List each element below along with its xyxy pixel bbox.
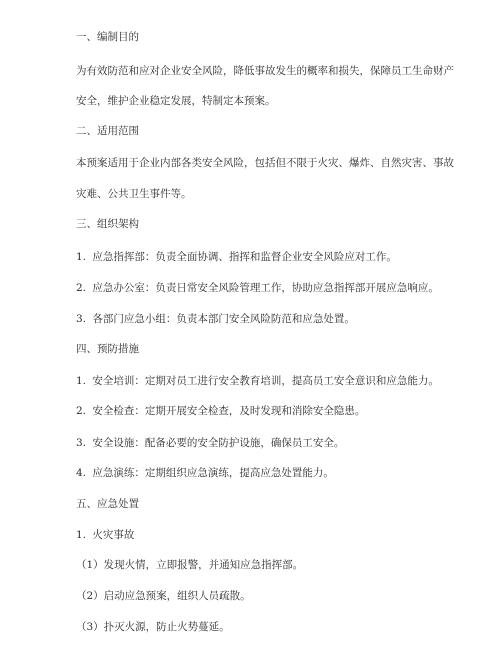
list-number: 1. (76, 251, 87, 263)
step-line: （3）扑灭火源，防止火势蔓延。 (76, 621, 230, 633)
paragraph-line: 安全，维护企业稳定发展，特制定本预案。 (76, 95, 276, 107)
step-line: （1）发现火情，立即报警，并通知应急指挥部。 (76, 559, 304, 571)
list-item (76, 281, 439, 295)
list-text: 应急指挥部：负责全面协调、指挥和监督企业安全风险应对工作。 (92, 251, 397, 263)
list-number: 2. (76, 282, 87, 294)
list-item (76, 312, 355, 326)
section-heading-response: 五、应急处置 (76, 498, 139, 510)
list-item (76, 404, 365, 418)
list-text: 应急演练：定期组织应急演练，提高应急处置能力。 (92, 467, 334, 479)
list-item (76, 436, 344, 450)
section-heading-prevention: 四、预防措施 (76, 343, 139, 355)
list-number: 2. (76, 405, 87, 417)
paragraph-line: 为有效防范和应对企业安全风险，降低事故发生的概率和损失，保障员工生命财产 (76, 65, 454, 77)
paragraph-line: 本预案适用于企业内部各类安全风险，包括但不限于火灾、爆炸、自然灾害、事故 (76, 157, 454, 169)
list-item (76, 466, 334, 480)
subsection-title: 火灾事故 (92, 529, 135, 541)
list-text: 安全检查：定期开展安全检查，及时发现和消除安全隐患。 (92, 405, 366, 417)
section-heading-organization: 三、组织架构 (76, 218, 139, 230)
step-line: （2）启动应急预案，组织人员疏散。 (76, 590, 251, 602)
paragraph-line: 灾难、公共卫生事件等。 (76, 188, 192, 200)
list-text: 应急办公室：负责日常安全风险管理工作，协助应急指挥部开展应急响应。 (92, 282, 439, 294)
section-heading-purpose: 一、编制目的 (76, 31, 139, 43)
list-number: 3. (76, 313, 87, 325)
list-item (76, 374, 439, 388)
list-item (76, 250, 397, 264)
list-number: 1. (76, 375, 87, 387)
list-text: 各部门应急小组：负责本部门安全风险防范和应急处置。 (92, 313, 355, 325)
list-number: 3. (76, 437, 87, 449)
list-number: 4. (76, 467, 87, 479)
subsection-heading (76, 528, 134, 542)
list-text: 安全培训：定期对员工进行安全教育培训，提高员工安全意识和应急能力。 (92, 375, 439, 387)
section-heading-scope: 二、适用范围 (76, 125, 139, 137)
list-text: 安全设施：配备必要的安全防护设施，确保员工安全。 (92, 437, 345, 449)
list-number: 1. (76, 529, 87, 541)
